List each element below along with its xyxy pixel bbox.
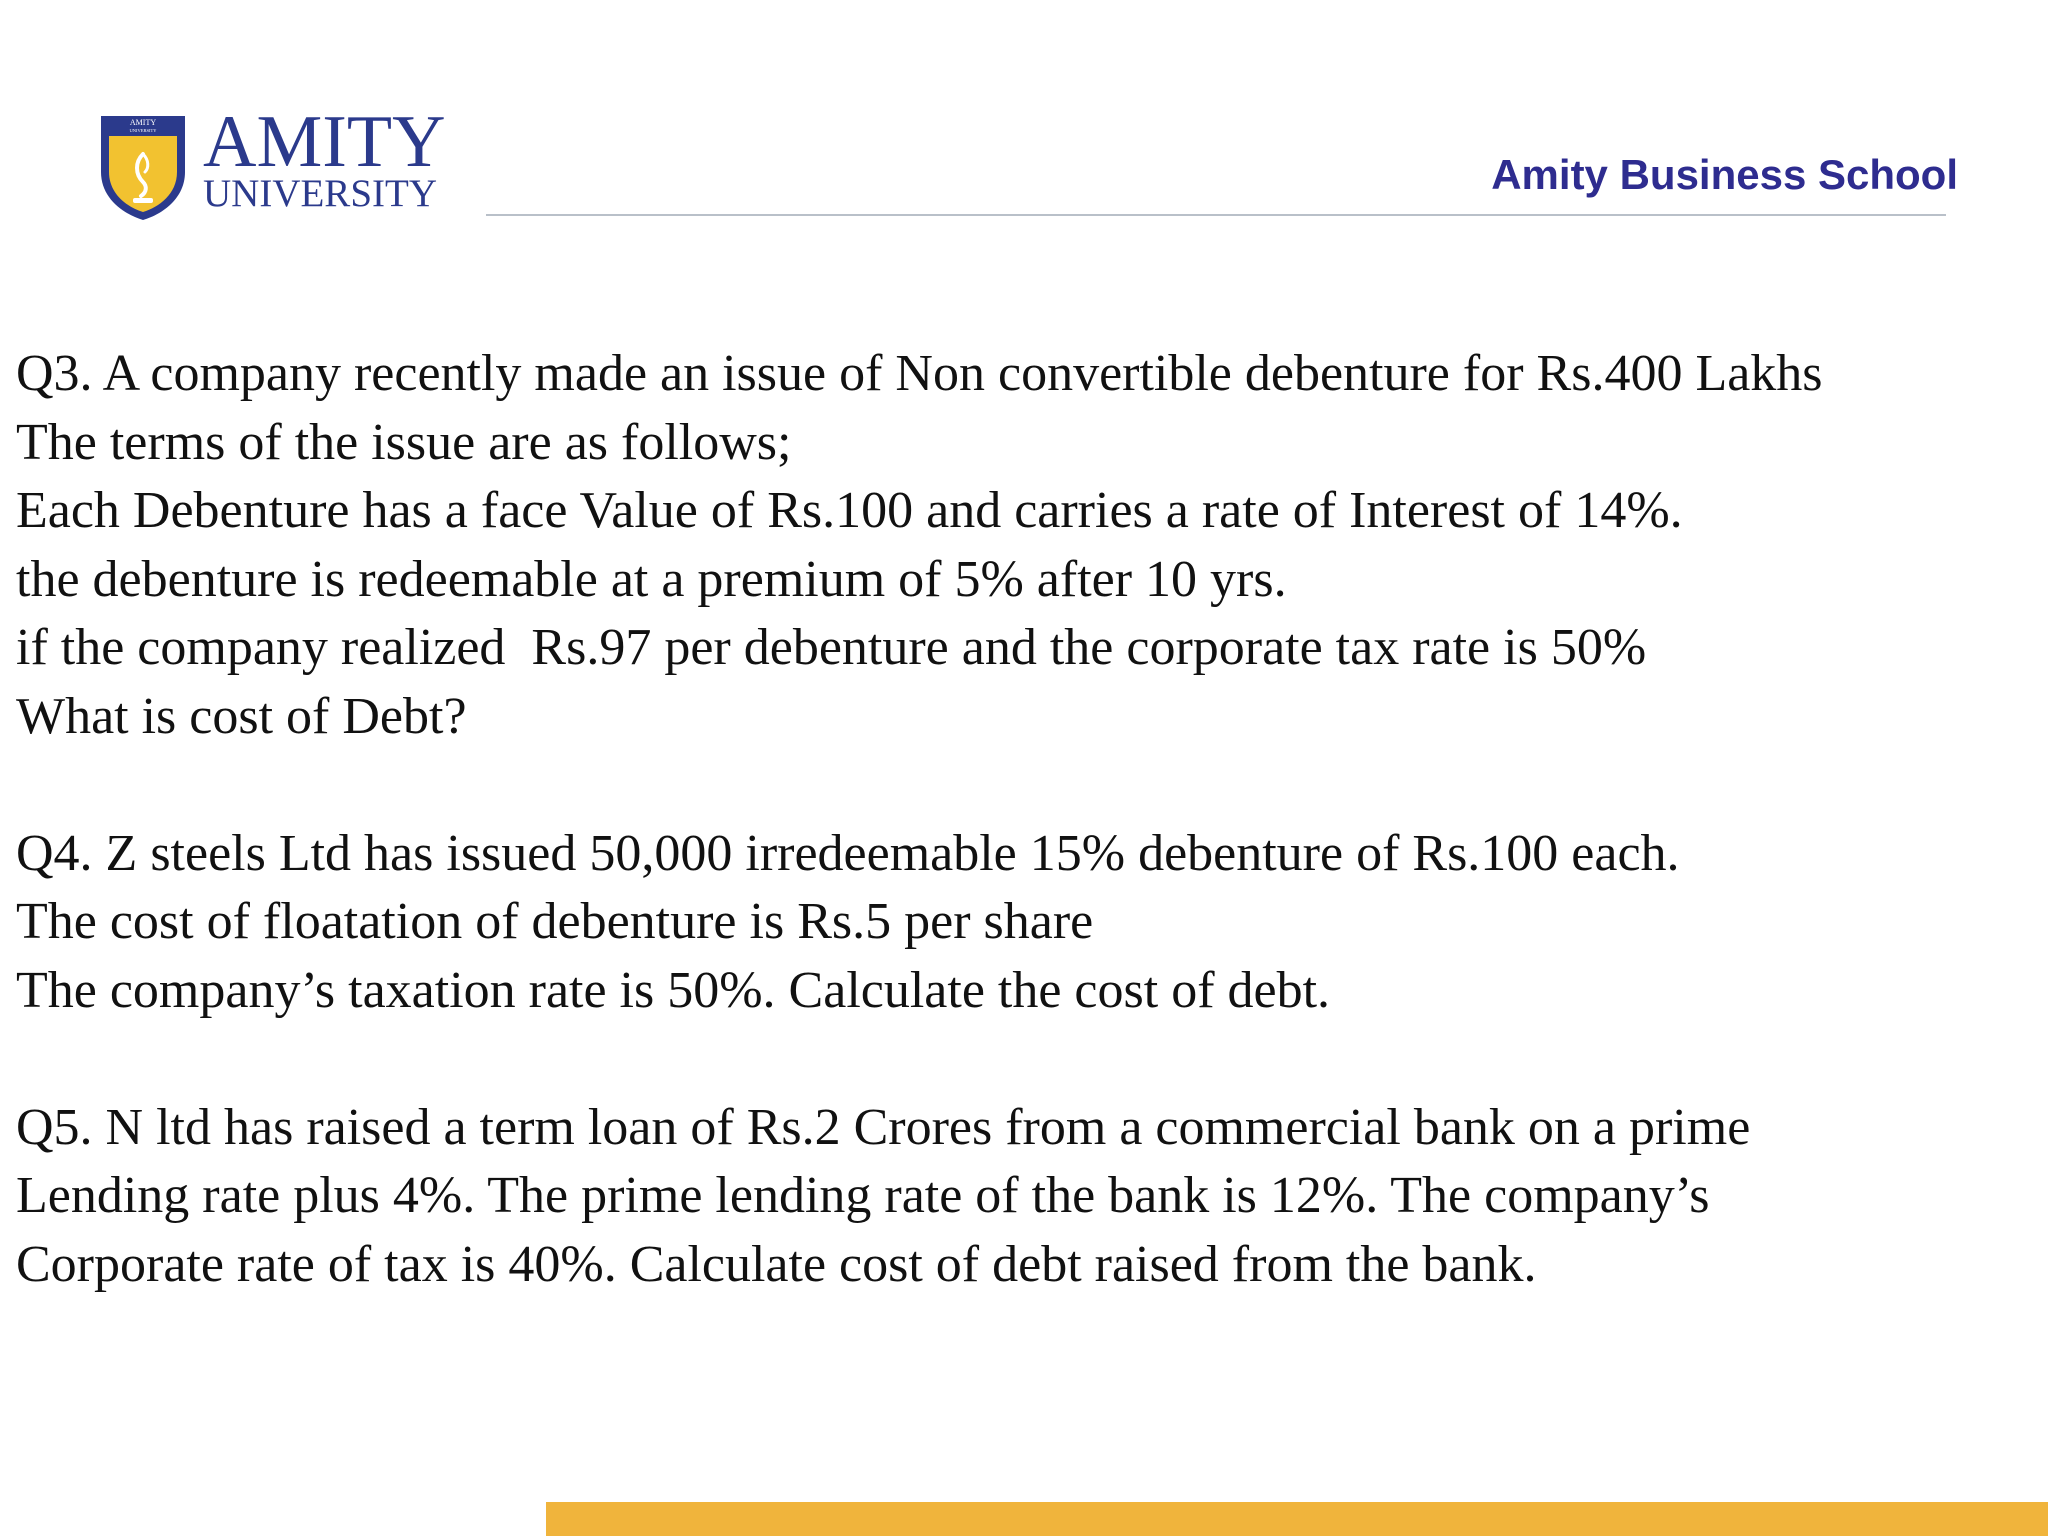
question-line: The company’s taxation rate is 50%. Calculate the cost of debt. [16, 961, 1331, 1019]
question-line: if the company realized Rs.97 per debenture and the corporate tax rate is 50% [16, 619, 1647, 676]
slide-content [16, 340, 2036, 1368]
question-q3 [16, 340, 2036, 751]
svg-text:UNIVERSITY: UNIVERSITY [129, 128, 157, 133]
shield-icon [97, 110, 189, 222]
question-line: Corporate rate of tax is 40%. Calculate cost of debt raised from the bank. [16, 1235, 1537, 1293]
question-line: What is cost of Debt? [16, 687, 467, 745]
question-line: The terms of the issue are as follows; [16, 413, 792, 471]
question-line: Each Debenture has a face Value of Rs.100 and carries a rate of Interest of 14%. [16, 482, 1683, 539]
question-line: Lending rate plus 4%. The prime lending rate of the bank is 12%. The company’s [16, 1167, 1710, 1224]
logo-subtitle: UNIVERSITY [203, 172, 437, 215]
question-line: Q3. A company recently made an issue of Non convertible debenture for Rs.400 Lakhs [16, 345, 1823, 402]
question-line: Q4. Z steels Ltd has issued 50,000 irredeemable 15% debenture of Rs.100 each. [16, 824, 1680, 882]
amity-university-logo [97, 101, 457, 224]
question-line: The cost of floatation of debenture is Rs.5 per share [16, 893, 1094, 950]
question-line: the debenture is redeemable at a premium of 5% after 10 yrs. [16, 550, 1287, 608]
footer-accent-bar [546, 1502, 2048, 1536]
header-divider [486, 214, 1946, 216]
school-name: Amity Business School [1491, 151, 1958, 198]
question-q5 [16, 1094, 2036, 1300]
logo-wordmark: AMITY [203, 101, 446, 183]
question-q4 [16, 820, 2036, 1026]
question-line: Q5. N ltd has raised a term loan of Rs.2 Crores from a commercial bank on a prime [16, 1098, 1751, 1156]
svg-text:AMITY: AMITY [129, 118, 157, 127]
